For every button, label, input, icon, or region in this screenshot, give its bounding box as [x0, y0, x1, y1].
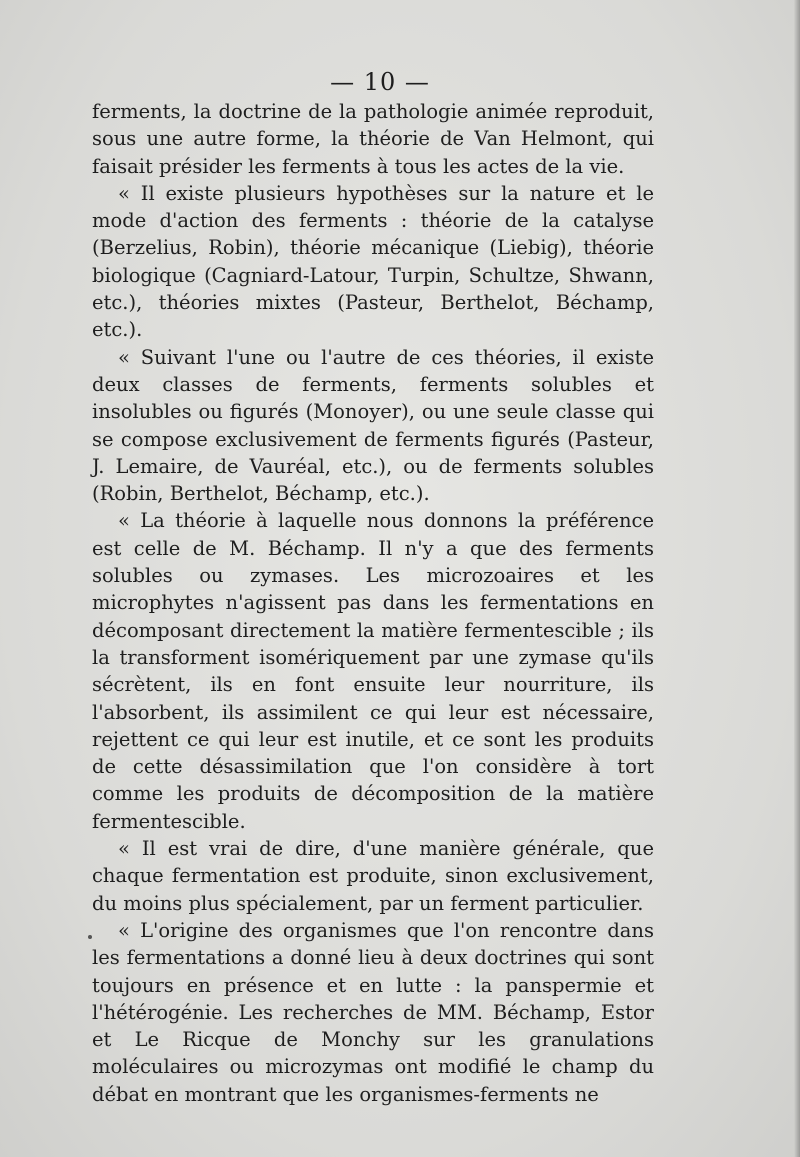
paragraph-4: « La théorie à laquelle nous donnons la préférence est celle de M. Béchamp. Il n'y a que des ferments solubles ou zymases. Les microzoaires et les microphytes n'agissent pas dans les fermentations en décomposant directement la matière fermentescible ; ils la transforment isomériquement par une zymase qu'ils sécrètent, ils en font ensuite leur nourriture, ils l'absorbent, ils assimilent ce qui leur est nécessaire, rejettent ce qui leur est inutile, et ce sont les produits de cette désassimilation que l'on considère à tort comme les produits de décomposition de la matière fermentescible.	[92, 509, 654, 833]
body-text	[92, 98, 654, 1108]
paragraph-3: « Suivant l'une ou l'autre de ces théories, il existe deux classes de ferments, ferments solubles et insolubles ou figurés (Monoyer), ou une seule classe qui se compose exclusivement de ferments figurés (Pasteur, J. Lemaire, de Vauréal, etc.), ou de ferments solubles (Robin, Berthelot, Béchamp, etc.).	[92, 345, 654, 506]
margin-ink-dot	[88, 935, 92, 939]
page-edge-shadow	[794, 0, 800, 1157]
page-number: — 10 —	[330, 68, 430, 96]
paragraph-1: ferments, la doctrine de la pathologie animée reproduit, sous une autre forme, la théorie de Van Helmont, qui faisait présider les ferments à tous les actes de la vie.	[92, 100, 654, 178]
paragraph-2: « Il existe plusieurs hypothèses sur la nature et le mode d'action des ferments : théorie de la catalyse (Berzelius, Robin), théorie mécanique (Liebig), théorie biologique (Cagniard-Latour, Turpin, Schultze, Shwann, etc.), théories mixtes (Pasteur, Berthelot, Béchamp, etc.).	[92, 181, 654, 342]
paragraph-6: « L'origine des organismes que l'on rencontre dans les fermentations a donné lieu à deux doctrines qui sont toujours en présence et en lutte : la panspermie et l'hétérogénie. Les recherches de MM. Béchamp, Estor et Le Ricque de Monchy sur les granulations moléculaires ou microzymas ont modifié le champ du débat en montrant que les organismes-ferments ne	[92, 918, 654, 1106]
paragraph-5: « Il est vrai de dire, d'une manière générale, que chaque fermentation est produite, sinon exclusivement, du moins plus spécialement, par un ferment particulier.	[92, 837, 654, 915]
